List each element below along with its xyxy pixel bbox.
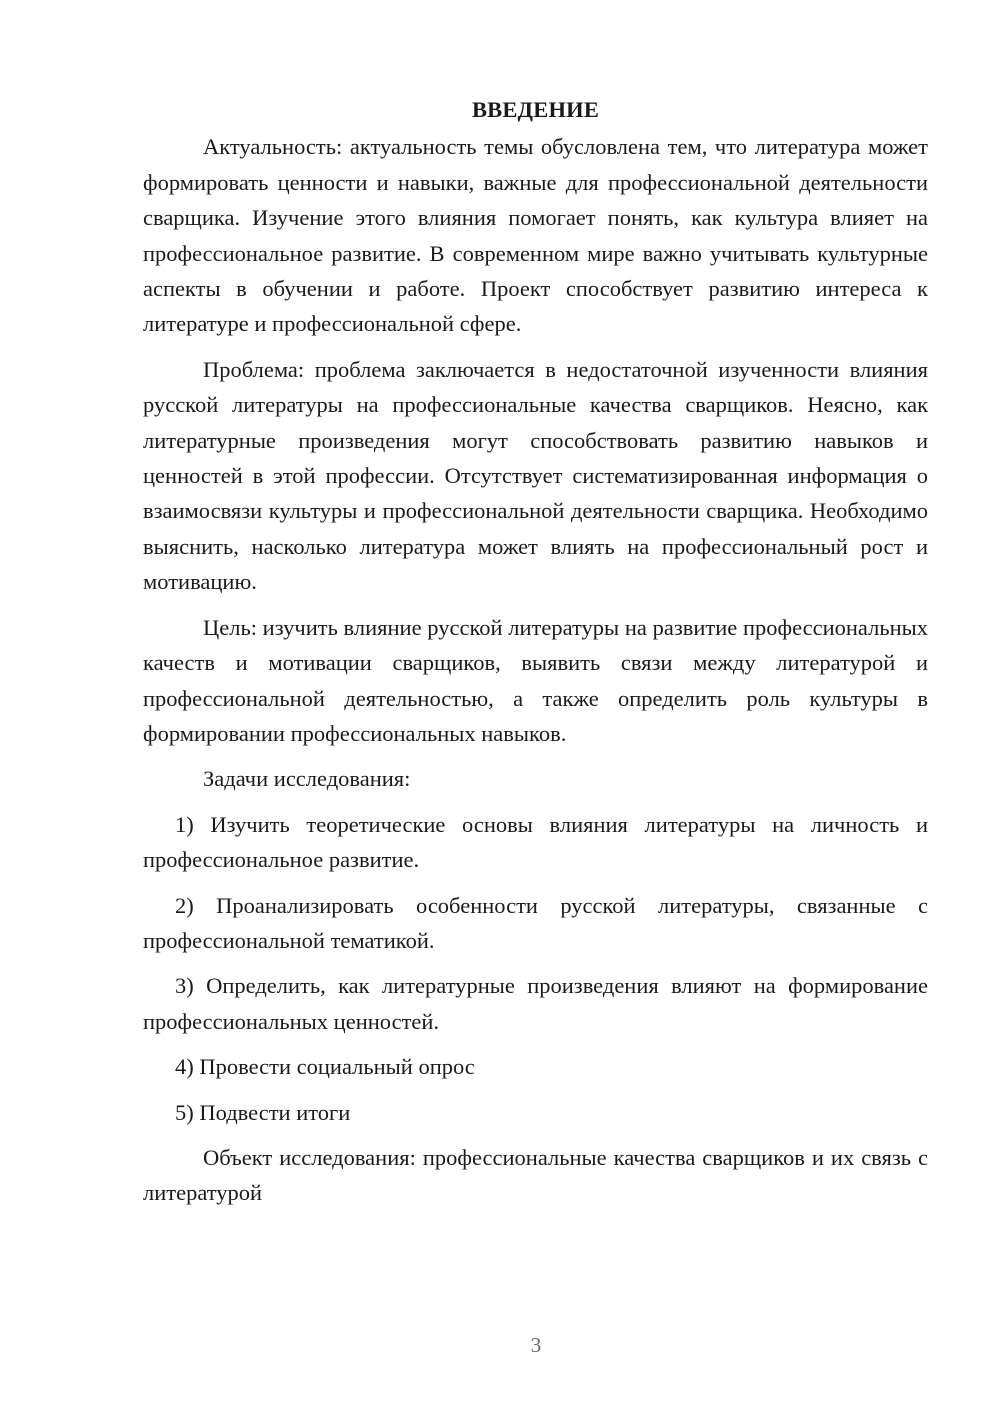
paragraph-goal: Цель: изучить влияние русской литературы на развитие профессиональных качеств и мотивации сварщиков, выявить связи между литературой и профессиональной деятельностью, а также определить роль культуры в формировании профессиональных навыков. xyxy=(143,614,928,746)
tasks-heading: Задачи исследования: xyxy=(203,766,411,792)
task-item-3: 3) Определить, как литературные произведения влияют на формирование профессиональных ценностей. xyxy=(143,973,928,1034)
paragraph-relevance: Актуальность: актуальность темы обусловлена тем, что литература может формировать ценности и навыки, важные для профессиональной деятельности сварщика. Изучение этого влияния помогает понять, как культура влияет на профессиональное развитие. В современном мире важно учитывать культурные аспекты в обучении и работе. Проект способствует развитию интереса к литературе и профессиональной сфере. xyxy=(143,134,928,337)
paragraph-problem: Проблема: проблема заключается в недостаточной изученности влияния русской литературы на профессиональные качества сварщиков. Неясно, как литературные произведения могут способствовать развитию навыков и ценностей в этой профессии. Отсутствует систематизированная информация о взаимосвязи культуры и профессиональной деятельности сварщика. Необходимо выяснить, насколько литература может влиять на профессиональный рост и мотивацию. xyxy=(143,356,928,595)
page-number: 3 xyxy=(530,1333,542,1357)
task-item-1: 1) Изучить теоретические основы влияния литературы на личность и профессиональное развитие. xyxy=(143,811,928,873)
task-item-4: 4) Провести социальный опрос xyxy=(175,1054,475,1080)
document-page xyxy=(143,92,928,1221)
page-title: ВВЕДЕНИЕ xyxy=(471,97,600,122)
task-item-5: 5) Подвести итоги xyxy=(175,1099,351,1125)
paragraph-object: Объект исследования: профессиональные качества сварщиков и их связь с литературой xyxy=(143,1144,928,1206)
task-item-2: 2) Проанализировать особенности русской литературы, связанные с профессиональной тематикой. xyxy=(143,892,928,953)
